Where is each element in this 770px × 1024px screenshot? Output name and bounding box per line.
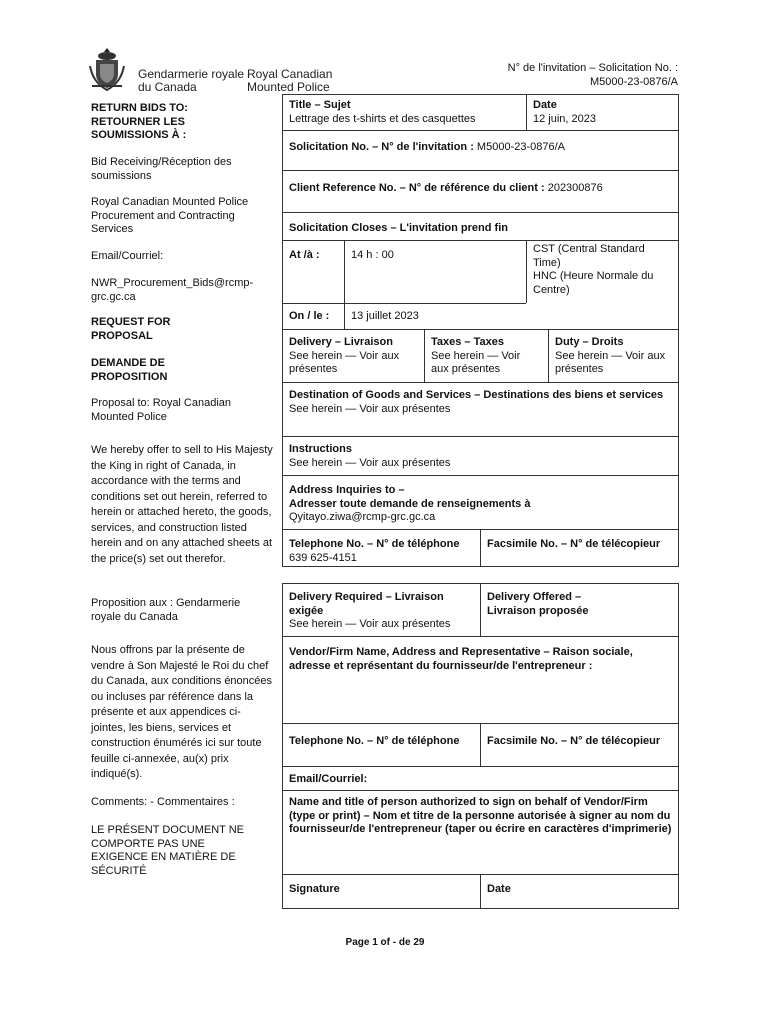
timezone: CST (Central Standard Time) HNC (Heure Normale du Centre) xyxy=(533,243,654,296)
on-label: On / le : xyxy=(289,310,330,322)
inquiries-email[interactable]: Qyitayo.ziwa@rcmp-grc.gc.ca xyxy=(289,511,436,523)
rfp-fr: DEMANDE DE PROPOSITION xyxy=(91,357,168,383)
closing-date: 13 juillet 2023 xyxy=(351,310,419,322)
comments-label: Comments: - Commentaires : xyxy=(91,796,235,808)
telephone-field: Telephone No. – N° de téléphone 639 625-4151 xyxy=(289,538,460,564)
left-column xyxy=(91,102,271,143)
signature-field[interactable]: Signature xyxy=(289,883,340,895)
signature-date-field[interactable]: Date xyxy=(487,883,511,895)
page-number: Page 1 of - de 29 xyxy=(345,937,425,948)
vendor-facsimile-field[interactable]: Facsimile No. – N° de télécopieur xyxy=(487,735,661,747)
rcmp-crest-icon xyxy=(88,46,126,92)
offer-text-fr: Nous offrons par la présente de vendre à Son Majesté le Roi du chef du Canada, aux conditions énoncées ou incluses par référence dans la présente et aux appendices ci-jointes, les biens, services et construction énumérés ici sur toute feuille ci-annexée, au(x) prix indiqué(s). xyxy=(91,644,273,780)
agency-name-en: Royal Canadian Mounted Police xyxy=(247,67,333,94)
closing-time: 14 h : 00 xyxy=(351,249,394,261)
rfp-en: REQUEST FOR PROPOSAL xyxy=(91,316,171,342)
bid-receiving: Bid Receiving/Réception des soumissions xyxy=(91,156,232,182)
solicitation-number-field: Solicitation No. – N° de l'invitation : M5000-23-0876/A xyxy=(289,141,565,153)
offer-text-en: We hereby offer to sell to His Majesty the King in right of Canada, in accordance with the terms and conditions set out herein, referred to herein or attached hereto, the goods, services, and construction listed herein and on any attached sheets at the price(s) set out therefor. xyxy=(91,444,273,565)
date-value: 12 juin, 2023 xyxy=(533,112,596,125)
return-bids-heading: RETURN BIDS TO: RETOURNER LES SOUMISSIONS À : xyxy=(91,102,188,141)
delivery-required-field: Delivery Required – Livraison exigée See herein — Voir aux présentes xyxy=(289,591,451,630)
vendor-email-field[interactable]: Email/Courriel: xyxy=(289,773,368,785)
taxes-field: Taxes – Taxes See herein — Voir aux présentes xyxy=(431,336,521,375)
address-inquiries-field: Address Inquiries to – Adresser toute demande de renseignements à Qyitayo.ziwa@rcmp-grc.gc.ca xyxy=(283,481,678,528)
at-label: At /à : xyxy=(289,249,320,261)
vendor-telephone-field[interactable]: Telephone No. – N° de téléphone xyxy=(289,735,460,747)
proposal-to: Proposal to: Royal Canadian Mounted Police xyxy=(91,397,232,423)
title-value: Lettrage des t-shirts et des casquettes xyxy=(289,112,476,125)
instructions-field: Instructions See herein — Voir aux présentes xyxy=(289,443,451,469)
email-label: Email/Courriel: xyxy=(91,250,164,262)
client-reference-field: Client Reference No. – N° de référence du client : 202300876 xyxy=(289,182,603,194)
date-field: Date 12 juin, 2023 xyxy=(527,96,677,129)
title-field: Title – Sujet Lettrage des t-shirts et des casquettes xyxy=(283,96,523,129)
solicitation-number-value: M5000-23-0876/A xyxy=(476,141,565,153)
vendor-name-field[interactable]: Vendor/Firm Name, Address and Representative – Raison sociale, adresse et représentant du fournisseur/de l'entrepreneur : xyxy=(289,646,633,672)
delivery-field: Delivery – Livraison See herein — Voir aux présentes xyxy=(289,336,400,375)
delivery-offered-field[interactable]: Delivery Offered – Livraison proposée xyxy=(487,591,589,617)
facsimile-field: Facsimile No. – N° de télécopieur xyxy=(487,538,661,550)
agency-name-fr: Gendarmerie royale du Canada xyxy=(138,67,245,94)
solicitation-closes-heading: Solicitation Closes – L'invitation prend fin xyxy=(289,222,508,234)
procurement-office: Royal Canadian Mounted Police Procurement and Contracting Services xyxy=(91,196,249,235)
authorized-person-field[interactable]: Name and title of person authorized to sign on behalf of Vendor/Firm (type or print) – Nom et titre de la personne autorisée à signer au nom du fournisseur/de l'entrepreneur (taper ou écrire en caractères d'imprimerie) xyxy=(289,796,672,835)
email-value: NWR_Procurement_Bids@rcmp-grc.gc.ca xyxy=(91,277,254,303)
proposition-aux: Proposition aux : Gendarmerie royale du Canada xyxy=(91,597,241,623)
client-reference-value: 202300876 xyxy=(547,182,603,194)
duty-field: Duty – Droits See herein — Voir aux présentes xyxy=(555,336,666,375)
destination-field: Destination of Goods and Services – Destinations des biens et services See herein — Voir aux présentes xyxy=(289,389,664,415)
security-statement: LE PRÉSENT DOCUMENT NE COMPORTE PAS UNE EXIGENCE EN MATIÈRE DE SÉCURITÉ xyxy=(91,824,245,877)
header-solicitation-number: N° de l'invitation – Solicitation No. : M5000-23-0876/A xyxy=(507,62,678,88)
